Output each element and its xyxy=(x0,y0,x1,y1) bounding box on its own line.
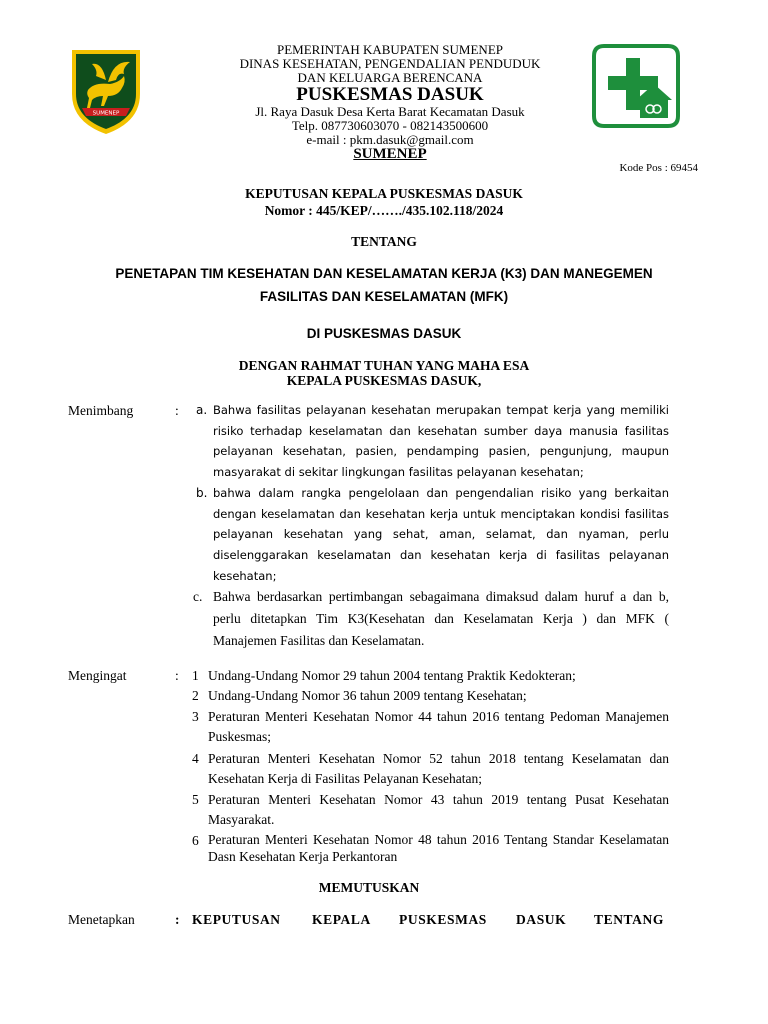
menimbang-item-c: Bahwa berdasarkan pertimbangan sebagaimana dimaksud dalam huruf a dan b, perlu ditetapkan Tim K3(Kesehatan dan Keselamatan Kerja ) dan MFK ( Manajemen Fasilitas dan Keselamatan. xyxy=(213,589,669,648)
menimbang-marker-c: c. xyxy=(193,589,203,604)
menetapkan-word-5: TENTANG xyxy=(594,912,664,927)
menimbang-colon: : xyxy=(175,403,179,418)
mengingat-item-4: Peraturan Menteri Kesehatan Nomor 52 tahun 2018 tentang Keselamatan dan Kesehatan Kerja di Fasilitas Pelayanan Kesehatan; xyxy=(208,751,669,786)
menimbang-marker-a: a. xyxy=(196,403,208,417)
mengingat-num-2: 2 xyxy=(192,688,199,703)
kop-agency-line1: DINAS KESEHATAN, PENGENDALIAN PENDUDUK xyxy=(239,56,541,71)
mengingat-num-1: 1 xyxy=(192,668,199,683)
decree-heading: KEPUTUSAN KEPALA PUSKESMAS DASUK xyxy=(245,186,523,201)
menimbang-marker-b: b. xyxy=(196,486,208,500)
menimbang-item-b: bahwa dalam rangka pengelolaan dan pengendalian risiko yang berkaitan dengan keselamatan dan kesehatan kerja untuk menciptakan kondisi fasilitas pelayanan kesehatan yang sehat, aman, selamat, dan nyaman, perlu diselenggarakan keselamatan dan kesehatan kerja di fasilitas pelayanan kesehatan; xyxy=(213,486,669,583)
blessing-line1: DENGAN RAHMAT TUHAN YANG MAHA ESA xyxy=(238,358,530,373)
kop-government: PEMERINTAH KABUPATEN SUMENEP xyxy=(276,42,503,57)
menimbang-item-a: Bahwa fasilitas pelayanan kesehatan merupakan tempat kerja yang memiliki risiko terhadap keselamatan dan kesehatan sumber daya manusia fasilitas pelayanan kesehatan, pasien, pendamping pasien, pengunjung, maupun masyarakat di sekitar lingkungan fasilitas pelayanan kesehatan; xyxy=(213,403,669,480)
kop-city-text: SUMENEP xyxy=(353,146,427,162)
mengingat-label: Mengingat xyxy=(68,668,127,683)
mengingat-num-3: 3 xyxy=(192,709,199,724)
kop-phone: Telp. 087730603070 - 082143500600 xyxy=(291,118,489,133)
decree-subject-line1: PENETAPAN TIM KESEHATAN DAN KESELAMATAN KERJA (K3) DAN MANEGEMEN xyxy=(115,266,653,281)
mengingat-num-5: 5 xyxy=(192,792,199,807)
menimbang-label: Menimbang xyxy=(68,403,134,418)
mengingat-item-5: Peraturan Menteri Kesehatan Nomor 43 tahun 2019 tentang Pusat Kesehatan Masyarakat. xyxy=(208,792,669,827)
decree-location: DI PUSKESMAS DASUK xyxy=(306,326,462,341)
mengingat-num-6: 6 xyxy=(192,833,199,848)
winged-horse-emblem-icon xyxy=(68,46,144,136)
menetapkan-word-1: KEPUTUSAN xyxy=(192,912,281,927)
kop-agency-line2: DAN KELUARGA BERENCANA xyxy=(297,70,483,85)
sumenep-emblem-logo xyxy=(68,46,144,136)
mengingat-item-1: Undang-Undang Nomor 29 tahun 2004 tentang Praktik Kedokteran; xyxy=(208,668,576,683)
decree-subject-line2: FASILITAS DAN KESELAMATAN (MFK) xyxy=(259,289,509,304)
kop-address: Jl. Raya Dasuk Desa Kerta Barat Kecamatan Dasuk xyxy=(255,104,525,119)
decree-number: Nomor : 445/KEP/……./435.102.118/2024 xyxy=(264,203,504,218)
postal-code: Kode Pos : 69454 xyxy=(619,162,698,174)
kop-email: e-mail : pkm.dasuk@gmail.com xyxy=(306,132,474,147)
menetapkan-colon: : xyxy=(175,912,180,927)
mengingat-num-4: 4 xyxy=(192,751,199,766)
green-cross-house-icon xyxy=(590,42,682,130)
menetapkan-label: Menetapkan xyxy=(68,912,135,927)
decree-about: TENTANG xyxy=(351,234,417,249)
memutuskan-heading: MEMUTUSKAN xyxy=(318,880,420,895)
mengingat-item-2: Undang-Undang Nomor 36 tahun 2009 tentang Kesehatan; xyxy=(208,688,527,703)
menetapkan-word-3: PUSKESMAS xyxy=(399,912,487,927)
puskesmas-logo xyxy=(590,42,682,130)
blessing-line2: KEPALA PUSKESMAS DASUK, xyxy=(286,373,482,388)
mengingat-colon: : xyxy=(175,668,179,683)
mengingat-item-3: Peraturan Menteri Kesehatan Nomor 44 tahun 2016 tentang Pedoman Manajemen Puskesmas; xyxy=(208,709,669,744)
emblem-banner-text: SUMENEP xyxy=(92,110,120,117)
kop-city xyxy=(180,146,600,162)
mengingat-item-6: Peraturan Menteri Kesehatan Nomor 48 tahun 2016 Tentang Standar Keselamatan Dasn Kesehatan Kerja Perkantoran xyxy=(208,832,669,864)
menetapkan-word-2: KEPALA xyxy=(312,912,371,927)
menetapkan-word-4: DASUK xyxy=(516,912,567,927)
kop-puskesmas-name: PUSKESMAS DASUK xyxy=(296,84,484,105)
